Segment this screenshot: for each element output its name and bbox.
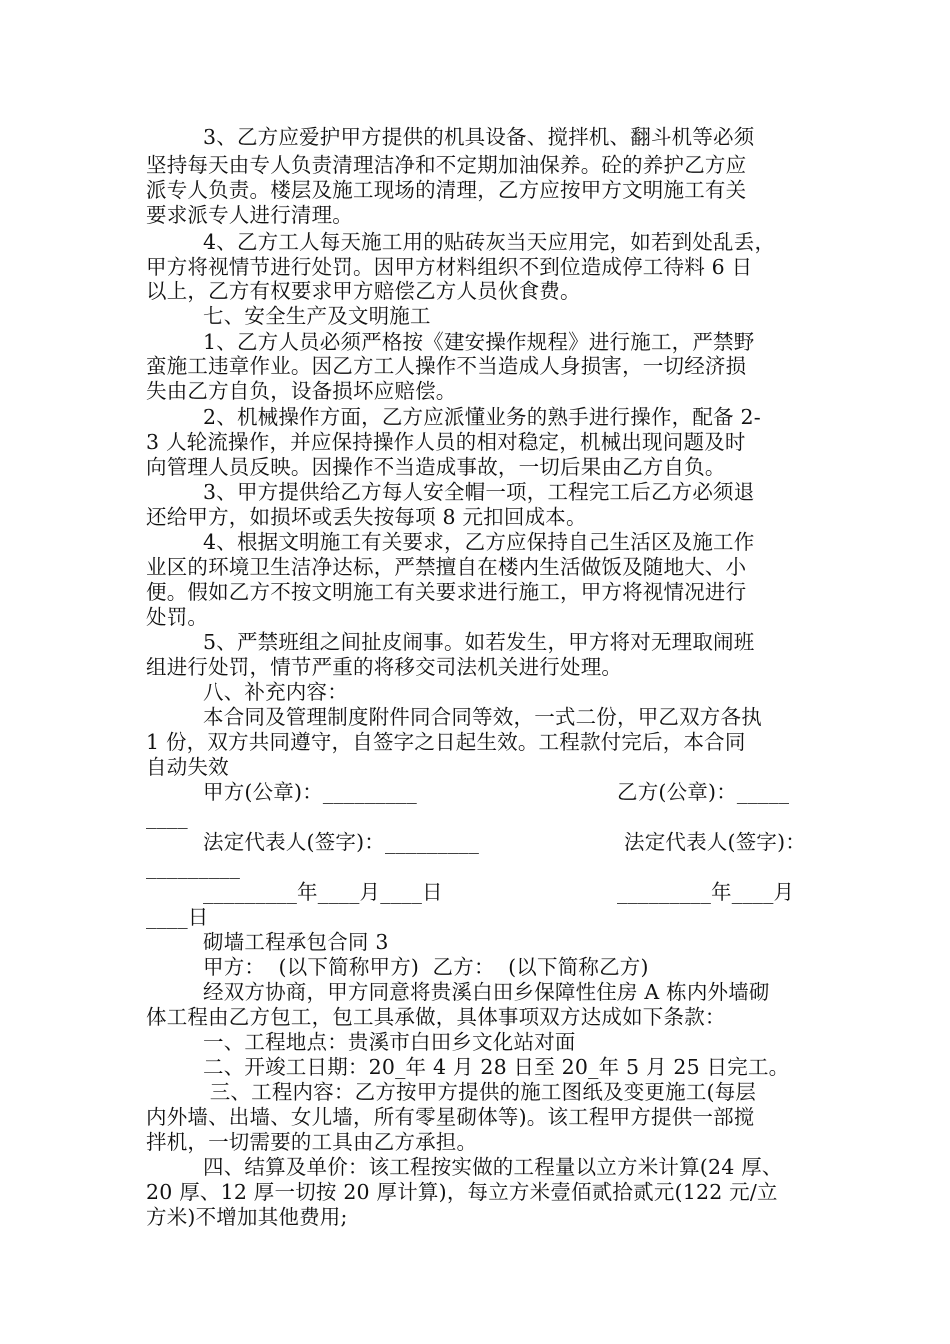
section-heading: 七、安全生产及文明施工 [203, 304, 431, 328]
paragraph-line: 5、严禁班组之间扯皮闹事。如若发生，甲方将对无理取闹班 [203, 630, 755, 654]
paragraph-line: 业区的环境卫生洁净达标，严禁擅自在楼内生活做饭及随地大、小 [146, 555, 747, 579]
paragraph-line: 本合同及管理制度附件同合同等效，一式二份，甲乙双方各执 [203, 705, 762, 729]
paragraph-line: 甲方将视情节进行处罚。因甲方材料组织不到位造成停工待料 6 日 [146, 255, 753, 279]
paragraph-line: 派专人负责。楼层及施工现场的清理，乙方应按甲方文明施工有关 [146, 178, 747, 202]
paragraph-line: 3、乙方应爱护甲方提供的机具设备、搅拌机、翻斗机等必须 [203, 125, 755, 149]
paragraph-line: 组进行处罚，情节严重的将移交司法机关进行处理。 [146, 655, 623, 679]
rep-b-signature-continued: _________ [146, 855, 241, 879]
date-a: _________年____月____日 [203, 880, 443, 904]
paragraph-line: 1 份，双方共同遵守，自签字之日起生效。工程款付完后，本合同 [146, 730, 746, 754]
paragraph-line: 坚持每天由专人负责清理洁净和不定期加油保养。砼的养护乙方应 [146, 153, 747, 177]
paragraph-line: 4、根据文明施工有关要求，乙方应保持自己生活区及施工作 [203, 530, 755, 554]
paragraph-line: 3、甲方提供给乙方每人安全帽一项，工程完工后乙方必须退 [203, 480, 755, 504]
paragraph-line: 自动失效 [146, 755, 229, 779]
parties-line: 甲方： (以下简称甲方) 乙方： (以下简称乙方) [203, 955, 649, 979]
paragraph-line: 二、开竣工日期：20_年 4 月 28 日至 20_年 5 月 25 日完工。 [203, 1055, 790, 1079]
paragraph-line: 内外墙、出墙、女儿墙，所有零星砌体等)。该工程甲方提供一部搅 [146, 1105, 755, 1129]
paragraph-line: 方米)不增加其他费用; [146, 1205, 348, 1229]
paragraph-line: 蛮施工违章作业。因乙方工人操作不当造成人身损害，一切经济损 [146, 354, 747, 378]
party-b-seal-continued: ____ [146, 805, 188, 829]
paragraph-line: 以上，乙方有权要求甲方赔偿乙方人员伙食费。 [146, 279, 581, 303]
paragraph-line: 经双方协商，甲方同意将贵溪白田乡保障性住房 A 栋内外墙砌 [203, 980, 770, 1004]
rep-b-signature: 法定代表人(签字)： [624, 830, 806, 854]
paragraph-line: 3 人轮流操作，并应保持操作人员的相对稳定，机械出现问题及时 [146, 430, 746, 454]
date-b-continued: ____日 [146, 905, 209, 929]
paragraph-line: 20 厚、12 厚一切按 20 厚计算)，每立方米壹佰贰拾贰元(122 元/立 [146, 1180, 778, 1204]
paragraph-line: 拌机，一切需要的工具由乙方承担。 [146, 1130, 478, 1154]
paragraph-line: 还给甲方，如损坏或丢失按每项 8 元扣回成本。 [146, 505, 587, 529]
paragraph-line: 2、机械操作方面，乙方应派懂业务的熟手进行操作，配备 2- [203, 405, 761, 429]
paragraph-line: 4、乙方工人每天施工用的贴砖灰当天应用完，如若到处乱丢， [203, 230, 776, 254]
rep-a-signature: 法定代表人(签字)：_________ [203, 830, 480, 854]
section-heading: 八、补充内容： [203, 680, 348, 704]
paragraph-line: 四、结算及单价：该工程按实做的工程量以立方米计算(24 厚、 [203, 1155, 783, 1179]
party-a-seal: 甲方(公章)：_________ [203, 780, 417, 804]
paragraph-line: 要求派专人进行清理。 [146, 203, 353, 227]
paragraph-line: 向管理人员反映。因操作不当造成事故，一切后果由乙方自负。 [146, 455, 726, 479]
paragraph-line: 一、工程地点：贵溪市白田乡文化站对面 [203, 1030, 576, 1054]
paragraph-line: 1、乙方人员必须严格按《建安操作规程》进行施工，严禁野 [203, 330, 755, 354]
paragraph-line: 便。假如乙方不按文明施工有关要求进行施工，甲方将视情况进行 [146, 580, 747, 604]
paragraph-line: 处罚。 [146, 605, 209, 629]
contract-title: 砌墙工程承包合同 3 [203, 930, 389, 954]
paragraph-line: 三、工程内容：乙方按甲方提供的施工图纸及变更施工(每层 [203, 1080, 757, 1104]
party-b-seal: 乙方(公章)：_____ [617, 780, 790, 804]
paragraph-line: 失由乙方自负，设备损坏应赔偿。 [146, 379, 457, 403]
paragraph-line: 体工程由乙方包工，包工具承做，具体事项双方达成如下条款： [146, 1005, 726, 1029]
date-b: _________年____月 [617, 880, 795, 904]
